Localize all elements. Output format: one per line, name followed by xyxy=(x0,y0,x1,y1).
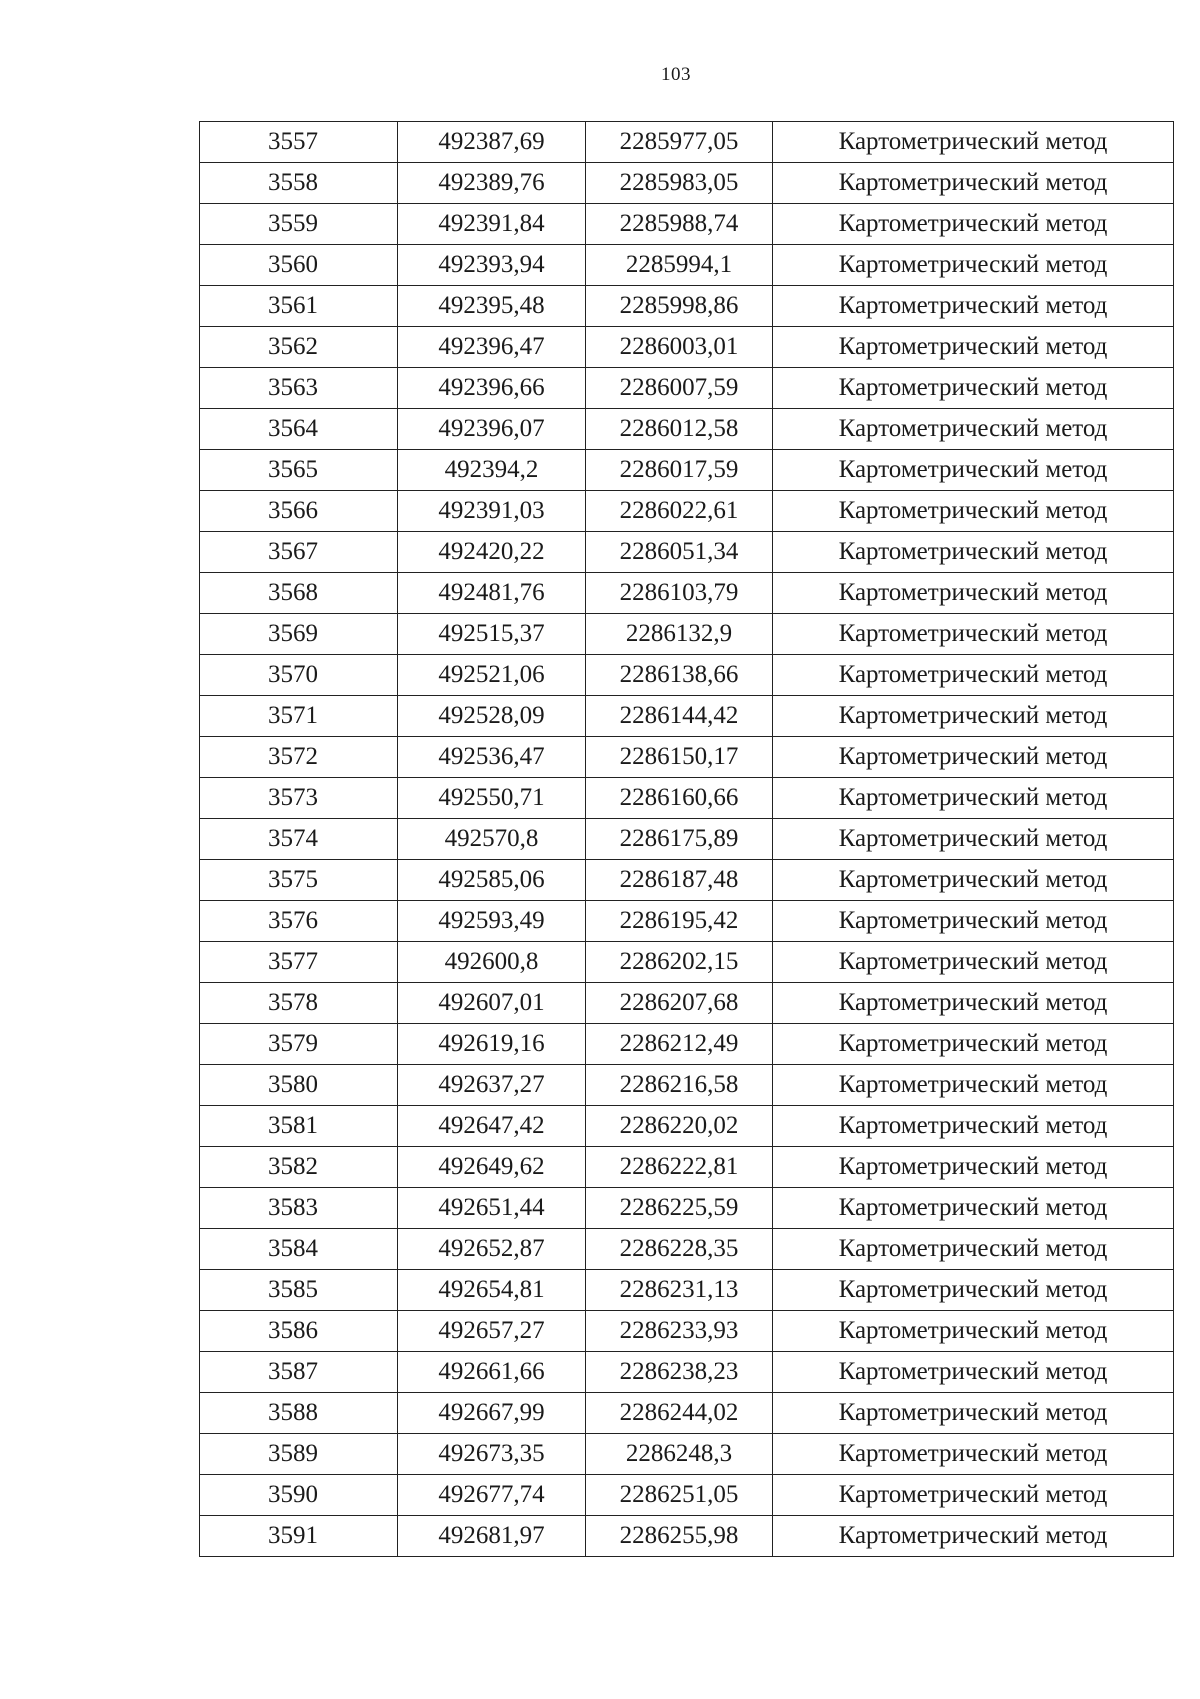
method-cell: Картометрический метод xyxy=(773,286,1174,327)
method-cell: Картометрический метод xyxy=(773,1393,1174,1434)
method-cell: Картометрический метод xyxy=(773,819,1174,860)
y-coordinate-cell: 2286244,02 xyxy=(586,1393,773,1434)
y-coordinate-cell: 2286144,42 xyxy=(586,696,773,737)
y-coordinate-cell: 2286238,23 xyxy=(586,1352,773,1393)
point-number-cell: 3591 xyxy=(200,1516,398,1557)
method-cell: Картометрический метод xyxy=(773,655,1174,696)
y-coordinate-cell: 2286022,61 xyxy=(586,491,773,532)
y-coordinate-cell: 2286160,66 xyxy=(586,778,773,819)
table-row xyxy=(200,983,1174,1024)
y-coordinate-cell: 2286150,17 xyxy=(586,737,773,778)
point-number-cell: 3575 xyxy=(200,860,398,901)
table-row xyxy=(200,819,1174,860)
x-coordinate-cell: 492651,44 xyxy=(398,1188,586,1229)
table-row xyxy=(200,1065,1174,1106)
x-coordinate-cell: 492396,07 xyxy=(398,409,586,450)
y-coordinate-cell: 2286228,35 xyxy=(586,1229,773,1270)
point-number-cell: 3589 xyxy=(200,1434,398,1475)
table-row xyxy=(200,286,1174,327)
x-coordinate-cell: 492600,8 xyxy=(398,942,586,983)
x-coordinate-cell: 492521,06 xyxy=(398,655,586,696)
page-number: 103 xyxy=(661,64,691,85)
method-cell: Картометрический метод xyxy=(773,860,1174,901)
x-coordinate-cell: 492654,81 xyxy=(398,1270,586,1311)
x-coordinate-cell: 492515,37 xyxy=(398,614,586,655)
x-coordinate-cell: 492550,71 xyxy=(398,778,586,819)
point-number-cell: 3576 xyxy=(200,901,398,942)
table-row xyxy=(200,245,1174,286)
method-cell: Картометрический метод xyxy=(773,573,1174,614)
x-coordinate-cell: 492637,27 xyxy=(398,1065,586,1106)
y-coordinate-cell: 2286017,59 xyxy=(586,450,773,491)
method-cell: Картометрический метод xyxy=(773,1065,1174,1106)
y-coordinate-cell: 2286195,42 xyxy=(586,901,773,942)
point-number-cell: 3571 xyxy=(200,696,398,737)
point-number-cell: 3580 xyxy=(200,1065,398,1106)
point-number-cell: 3564 xyxy=(200,409,398,450)
y-coordinate-cell: 2286051,34 xyxy=(586,532,773,573)
point-number-cell: 3583 xyxy=(200,1188,398,1229)
y-coordinate-cell: 2286225,59 xyxy=(586,1188,773,1229)
y-coordinate-cell: 2286138,66 xyxy=(586,655,773,696)
point-number-cell: 3560 xyxy=(200,245,398,286)
y-coordinate-cell: 2285983,05 xyxy=(586,163,773,204)
table-row xyxy=(200,327,1174,368)
method-cell: Картометрический метод xyxy=(773,901,1174,942)
x-coordinate-cell: 492673,35 xyxy=(398,1434,586,1475)
method-cell: Картометрический метод xyxy=(773,532,1174,573)
method-cell: Картометрический метод xyxy=(773,696,1174,737)
method-cell: Картометрический метод xyxy=(773,1516,1174,1557)
y-coordinate-cell: 2285977,05 xyxy=(586,122,773,163)
point-number-cell: 3584 xyxy=(200,1229,398,1270)
method-cell: Картометрический метод xyxy=(773,368,1174,409)
point-number-cell: 3574 xyxy=(200,819,398,860)
y-coordinate-cell: 2286251,05 xyxy=(586,1475,773,1516)
x-coordinate-cell: 492420,22 xyxy=(398,532,586,573)
point-number-cell: 3563 xyxy=(200,368,398,409)
y-coordinate-cell: 2286222,81 xyxy=(586,1147,773,1188)
x-coordinate-cell: 492647,42 xyxy=(398,1106,586,1147)
method-cell: Картометрический метод xyxy=(773,122,1174,163)
table-row xyxy=(200,573,1174,614)
x-coordinate-cell: 492387,69 xyxy=(398,122,586,163)
table-row xyxy=(200,942,1174,983)
table-row xyxy=(200,860,1174,901)
table-row xyxy=(200,696,1174,737)
method-cell: Картометрический метод xyxy=(773,327,1174,368)
y-coordinate-cell: 2286248,3 xyxy=(586,1434,773,1475)
y-coordinate-cell: 2286220,02 xyxy=(586,1106,773,1147)
x-coordinate-cell: 492389,76 xyxy=(398,163,586,204)
point-number-cell: 3568 xyxy=(200,573,398,614)
table-row xyxy=(200,655,1174,696)
table-row xyxy=(200,1434,1174,1475)
point-number-cell: 3558 xyxy=(200,163,398,204)
method-cell: Картометрический метод xyxy=(773,778,1174,819)
x-coordinate-cell: 492536,47 xyxy=(398,737,586,778)
table-row xyxy=(200,1188,1174,1229)
coordinates-table-body xyxy=(200,122,1174,1557)
point-number-cell: 3582 xyxy=(200,1147,398,1188)
y-coordinate-cell: 2286216,58 xyxy=(586,1065,773,1106)
x-coordinate-cell: 492657,27 xyxy=(398,1311,586,1352)
x-coordinate-cell: 492394,2 xyxy=(398,450,586,491)
method-cell: Картометрический метод xyxy=(773,491,1174,532)
method-cell: Картометрический метод xyxy=(773,409,1174,450)
table-row xyxy=(200,1270,1174,1311)
x-coordinate-cell: 492396,47 xyxy=(398,327,586,368)
point-number-cell: 3587 xyxy=(200,1352,398,1393)
table-row xyxy=(200,1475,1174,1516)
method-cell: Картометрический метод xyxy=(773,1352,1174,1393)
table-row xyxy=(200,737,1174,778)
y-coordinate-cell: 2286231,13 xyxy=(586,1270,773,1311)
method-cell: Картометрический метод xyxy=(773,245,1174,286)
point-number-cell: 3572 xyxy=(200,737,398,778)
y-coordinate-cell: 2286175,89 xyxy=(586,819,773,860)
point-number-cell: 3590 xyxy=(200,1475,398,1516)
table-row xyxy=(200,1352,1174,1393)
y-coordinate-cell: 2286233,93 xyxy=(586,1311,773,1352)
point-number-cell: 3570 xyxy=(200,655,398,696)
table-row xyxy=(200,532,1174,573)
x-coordinate-cell: 492570,8 xyxy=(398,819,586,860)
table-row xyxy=(200,450,1174,491)
method-cell: Картометрический метод xyxy=(773,1147,1174,1188)
method-cell: Картометрический метод xyxy=(773,204,1174,245)
y-coordinate-cell: 2286255,98 xyxy=(586,1516,773,1557)
y-coordinate-cell: 2286207,68 xyxy=(586,983,773,1024)
method-cell: Картометрический метод xyxy=(773,1434,1174,1475)
x-coordinate-cell: 492393,94 xyxy=(398,245,586,286)
point-number-cell: 3577 xyxy=(200,942,398,983)
point-number-cell: 3567 xyxy=(200,532,398,573)
y-coordinate-cell: 2286003,01 xyxy=(586,327,773,368)
x-coordinate-cell: 492481,76 xyxy=(398,573,586,614)
point-number-cell: 3569 xyxy=(200,614,398,655)
table-row xyxy=(200,1516,1174,1557)
method-cell: Картометрический метод xyxy=(773,983,1174,1024)
table-row xyxy=(200,1147,1174,1188)
method-cell: Картометрический метод xyxy=(773,450,1174,491)
table-row xyxy=(200,122,1174,163)
table-row xyxy=(200,163,1174,204)
x-coordinate-cell: 492649,62 xyxy=(398,1147,586,1188)
table-row xyxy=(200,778,1174,819)
table-row xyxy=(200,204,1174,245)
x-coordinate-cell: 492593,49 xyxy=(398,901,586,942)
method-cell: Картометрический метод xyxy=(773,1475,1174,1516)
x-coordinate-cell: 492677,74 xyxy=(398,1475,586,1516)
y-coordinate-cell: 2285998,86 xyxy=(586,286,773,327)
table-row xyxy=(200,409,1174,450)
y-coordinate-cell: 2286202,15 xyxy=(586,942,773,983)
x-coordinate-cell: 492585,06 xyxy=(398,860,586,901)
y-coordinate-cell: 2285988,74 xyxy=(586,204,773,245)
x-coordinate-cell: 492652,87 xyxy=(398,1229,586,1270)
y-coordinate-cell: 2286212,49 xyxy=(586,1024,773,1065)
table-row xyxy=(200,1393,1174,1434)
x-coordinate-cell: 492667,99 xyxy=(398,1393,586,1434)
table-row xyxy=(200,491,1174,532)
point-number-cell: 3579 xyxy=(200,1024,398,1065)
table-row xyxy=(200,1229,1174,1270)
method-cell: Картометрический метод xyxy=(773,1311,1174,1352)
coordinates-table xyxy=(199,121,1174,1557)
y-coordinate-cell: 2285994,1 xyxy=(586,245,773,286)
table-row xyxy=(200,1024,1174,1065)
point-number-cell: 3561 xyxy=(200,286,398,327)
point-number-cell: 3566 xyxy=(200,491,398,532)
x-coordinate-cell: 492528,09 xyxy=(398,696,586,737)
x-coordinate-cell: 492395,48 xyxy=(398,286,586,327)
y-coordinate-cell: 2286187,48 xyxy=(586,860,773,901)
y-coordinate-cell: 2286007,59 xyxy=(586,368,773,409)
table-row xyxy=(200,368,1174,409)
x-coordinate-cell: 492607,01 xyxy=(398,983,586,1024)
point-number-cell: 3559 xyxy=(200,204,398,245)
method-cell: Картометрический метод xyxy=(773,1270,1174,1311)
x-coordinate-cell: 492681,97 xyxy=(398,1516,586,1557)
x-coordinate-cell: 492619,16 xyxy=(398,1024,586,1065)
method-cell: Картометрический метод xyxy=(773,1188,1174,1229)
x-coordinate-cell: 492391,84 xyxy=(398,204,586,245)
y-coordinate-cell: 2286103,79 xyxy=(586,573,773,614)
method-cell: Картометрический метод xyxy=(773,614,1174,655)
x-coordinate-cell: 492661,66 xyxy=(398,1352,586,1393)
y-coordinate-cell: 2286132,9 xyxy=(586,614,773,655)
point-number-cell: 3573 xyxy=(200,778,398,819)
method-cell: Картометрический метод xyxy=(773,942,1174,983)
table-row xyxy=(200,614,1174,655)
point-number-cell: 3585 xyxy=(200,1270,398,1311)
point-number-cell: 3588 xyxy=(200,1393,398,1434)
x-coordinate-cell: 492391,03 xyxy=(398,491,586,532)
point-number-cell: 3581 xyxy=(200,1106,398,1147)
point-number-cell: 3562 xyxy=(200,327,398,368)
method-cell: Картометрический метод xyxy=(773,1106,1174,1147)
method-cell: Картометрический метод xyxy=(773,737,1174,778)
table-row xyxy=(200,1106,1174,1147)
method-cell: Картометрический метод xyxy=(773,1229,1174,1270)
point-number-cell: 3578 xyxy=(200,983,398,1024)
method-cell: Картометрический метод xyxy=(773,163,1174,204)
x-coordinate-cell: 492396,66 xyxy=(398,368,586,409)
y-coordinate-cell: 2286012,58 xyxy=(586,409,773,450)
point-number-cell: 3586 xyxy=(200,1311,398,1352)
point-number-cell: 3557 xyxy=(200,122,398,163)
method-cell: Картометрический метод xyxy=(773,1024,1174,1065)
point-number-cell: 3565 xyxy=(200,450,398,491)
table-row xyxy=(200,901,1174,942)
table-row xyxy=(200,1311,1174,1352)
